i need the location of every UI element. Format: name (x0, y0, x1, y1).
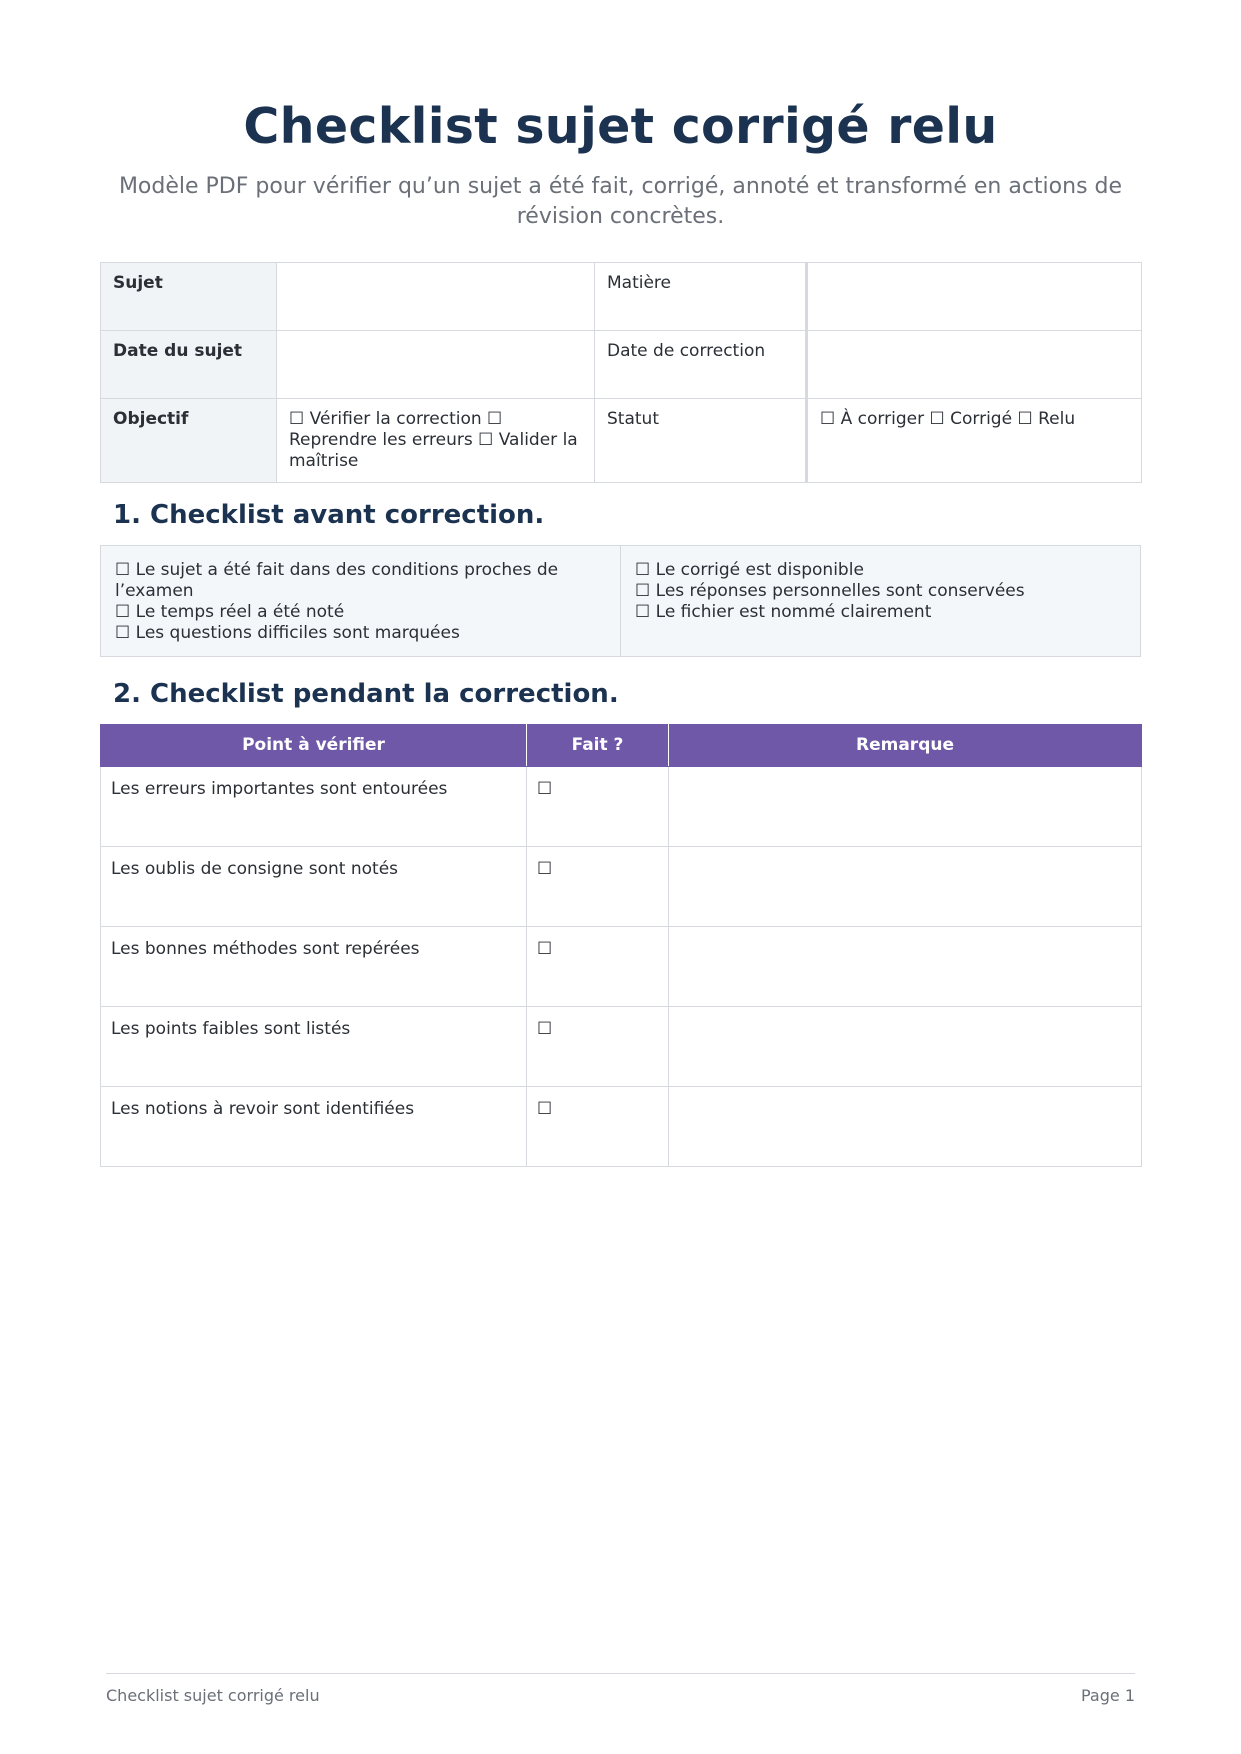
remark-cell[interactable] (669, 1007, 1142, 1087)
date-correction-label: Date de correction (595, 331, 807, 399)
checklist-column-left (101, 546, 621, 656)
page-title: Checklist sujet corrigé relu (243, 98, 998, 155)
remark-cell[interactable] (669, 927, 1142, 1007)
done-checkbox[interactable]: ☐ (527, 767, 669, 847)
checklist-item[interactable]: ☐ Le temps réel a été noté (115, 602, 345, 622)
statut-label: Statut (595, 399, 807, 483)
page-number: Page 1 (1081, 1686, 1135, 1705)
table-row (101, 767, 1142, 847)
sujet-field[interactable] (277, 263, 595, 331)
footer-divider (106, 1673, 1135, 1674)
done-checkbox[interactable]: ☐ (527, 927, 669, 1007)
point-cell: Les points faibles sont listés (101, 1007, 527, 1087)
table-row (101, 847, 1142, 927)
footer-title: Checklist sujet corrigé relu (106, 1686, 320, 1705)
column-header-done: Fait ? (527, 725, 669, 767)
metadata-row (101, 331, 1142, 399)
checklist-item[interactable]: ☐ Le corrigé est disponible (635, 560, 864, 580)
pre-correction-checklist (100, 545, 1141, 657)
date-sujet-label: Date du sujet (101, 331, 277, 399)
done-checkbox[interactable]: ☐ (527, 1087, 669, 1167)
column-header-remark: Remarque (669, 725, 1142, 767)
remark-cell[interactable] (669, 1087, 1142, 1167)
objectif-label: Objectif (101, 399, 277, 483)
correction-checklist-table (100, 724, 1142, 1167)
statut-options[interactable]: ☐ À corriger ☐ Corrigé ☐ Relu (807, 399, 1142, 483)
table-row (101, 1087, 1142, 1167)
remark-cell[interactable] (669, 847, 1142, 927)
point-cell: Les erreurs importantes sont entourées (101, 767, 527, 847)
checklist-item[interactable]: ☐ Les questions difficiles sont marquées (115, 623, 460, 643)
matiere-label: Matière (595, 263, 807, 331)
point-cell: Les notions à revoir sont identifiées (101, 1087, 527, 1167)
objectif-options[interactable]: ☐ Vérifier la correction ☐ Reprendre les erreurs ☐ Valider la maîtrise (277, 399, 595, 483)
metadata-row (101, 263, 1142, 331)
table-row (101, 1007, 1142, 1087)
matiere-field[interactable] (807, 263, 1142, 331)
metadata-table (100, 262, 1142, 483)
checklist-item[interactable]: ☐ Le fichier est nommé clairement (635, 602, 932, 622)
section-1-heading: 1. Checklist avant correction. (113, 500, 545, 530)
done-checkbox[interactable]: ☐ (527, 847, 669, 927)
sujet-label: Sujet (101, 263, 277, 331)
column-header-point: Point à vérifier (101, 725, 527, 767)
checklist-item[interactable]: ☐ Le sujet a été fait dans des conditions proches de l’examen (115, 560, 559, 601)
checklist-column-right (621, 546, 1140, 656)
point-cell: Les bonnes méthodes sont repérées (101, 927, 527, 1007)
done-checkbox[interactable]: ☐ (527, 1007, 669, 1087)
table-header-row (101, 725, 1142, 767)
checklist-item[interactable]: ☐ Les réponses personnelles sont conservées (635, 581, 1025, 601)
date-sujet-field[interactable] (277, 331, 595, 399)
metadata-row (101, 399, 1142, 483)
remark-cell[interactable] (669, 767, 1142, 847)
point-cell: Les oublis de consigne sont notés (101, 847, 527, 927)
page-subtitle: Modèle PDF pour vérifier qu’un sujet a été fait, corrigé, annoté et transformé en actions de révision concrètes. (118, 174, 1123, 229)
table-row (101, 927, 1142, 1007)
date-correction-field[interactable] (807, 331, 1142, 399)
section-2-heading: 2. Checklist pendant la correction. (113, 679, 619, 709)
